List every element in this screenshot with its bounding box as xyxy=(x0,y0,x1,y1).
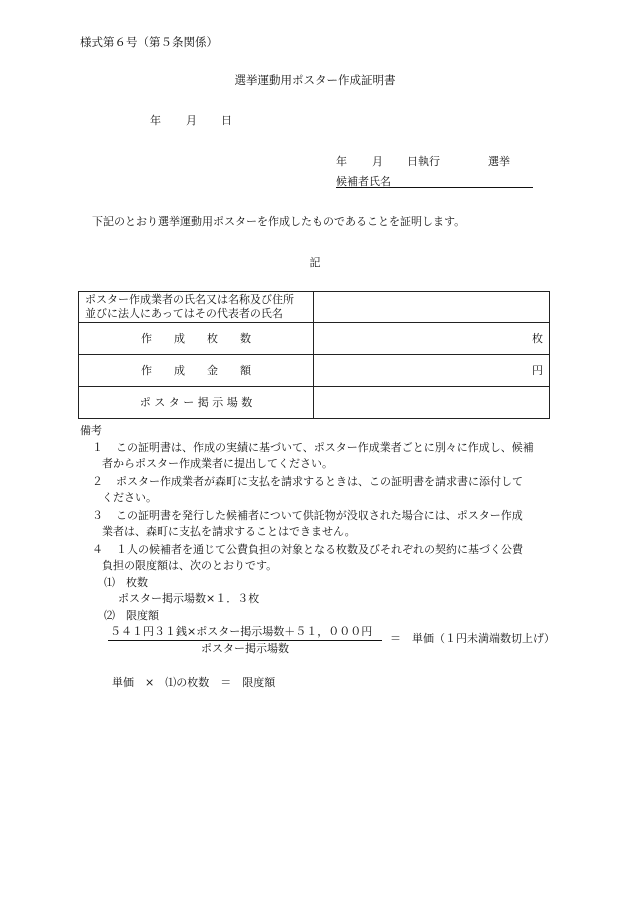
election-exec-day: 日執行 xyxy=(407,155,440,168)
note-item-2 xyxy=(92,474,557,506)
note-line1: １人の候補者を通じて公費負担の対象となる枚数及びそれぞれの契約に基づく公費 xyxy=(116,543,523,556)
election-month: 月 xyxy=(372,155,383,168)
election-year: 年 xyxy=(336,155,347,168)
sub-item-limit-label: ⑵ 限度額 xyxy=(104,609,159,622)
issue-date-day: 日 xyxy=(221,114,232,127)
table-row xyxy=(79,387,550,419)
poster-sites-value-cell[interactable] xyxy=(314,387,550,419)
poster-info-table xyxy=(78,291,550,419)
note-line2: 者からポスター作成業者に提出してください。 xyxy=(102,457,333,470)
certification-statement: 下記のとおり選挙運動用ポスターを作成したものであることを証明します。 xyxy=(92,215,466,228)
form-number: 様式第６号（第５条関係） xyxy=(80,35,218,49)
document-title: 選挙運動用ポスター作成証明書 xyxy=(234,73,396,87)
fraction-bar xyxy=(108,640,382,641)
note-number: ４ xyxy=(92,543,103,556)
note-item-4 xyxy=(92,542,557,574)
sub-item-quantity-label: ⑴ 枚数 xyxy=(104,576,148,589)
note-item-3 xyxy=(92,508,557,540)
note-line2: 負担の限度額は、次のとおりです。 xyxy=(102,559,278,572)
election-name: 選挙 xyxy=(488,155,510,168)
vendor-label-cell xyxy=(79,292,314,323)
note-line1: ポスター作成業者が森町に支払を請求するときは、この証明書を請求書に添付して xyxy=(116,475,523,488)
note-number: ３ xyxy=(92,509,103,522)
ki-heading: 記 xyxy=(309,256,321,269)
note-item-1 xyxy=(92,440,557,472)
note-number: １ xyxy=(92,441,103,454)
note-line1: この証明書は、作成の実績に基づいて、ポスター作成業者ごとに別々に作成し、候補 xyxy=(116,441,534,454)
sub-item-quantity-formula: ポスター掲示場数×１．３枚 xyxy=(118,592,260,605)
vendor-label-line2: 並びに法人にあってはその代表者の氏名 xyxy=(85,307,283,320)
note-line2: 業者は、森町に支払を請求することはできません。 xyxy=(102,525,356,538)
fraction-numerator: ５４１円３１銭×ポスター掲示場数＋５１，０００円 xyxy=(110,625,373,638)
candidate-name-label: 候補者氏名 xyxy=(336,175,391,188)
amount-unit: 円 xyxy=(532,363,543,377)
quantity-unit: 枚 xyxy=(532,331,543,345)
table-row xyxy=(79,355,550,387)
candidate-name-field[interactable] xyxy=(336,187,533,188)
fraction-denominator: ポスター掲示場数 xyxy=(201,642,289,655)
note-line1: この証明書を発行した候補者について供託物が没収された場合には、ポスター作成 xyxy=(116,509,523,522)
issue-date-month: 月 xyxy=(186,114,197,127)
final-formula: 単価 × ⑴の枚数 ＝ 限度額 xyxy=(112,676,276,689)
note-number: ２ xyxy=(92,475,103,488)
quantity-label: 作 成 枚 数 xyxy=(79,323,314,355)
fraction-result: ＝ 単価（１円未満端数切上げ） xyxy=(390,632,555,645)
vendor-value-cell[interactable] xyxy=(314,292,550,323)
poster-sites-label: ポ ス タ ー 掲 示 場 数 xyxy=(79,387,314,419)
table-row xyxy=(79,292,550,323)
issue-date-year: 年 xyxy=(150,114,161,127)
notes-heading: 備考 xyxy=(80,424,102,437)
note-line2: ください。 xyxy=(102,491,157,504)
amount-label: 作 成 金 額 xyxy=(79,355,314,387)
amount-value-cell[interactable] xyxy=(314,355,550,387)
table-row xyxy=(79,323,550,355)
vendor-label-line1: ポスター作成業者の氏名又は名称及び住所 xyxy=(85,292,294,306)
quantity-value-cell[interactable] xyxy=(314,323,550,355)
